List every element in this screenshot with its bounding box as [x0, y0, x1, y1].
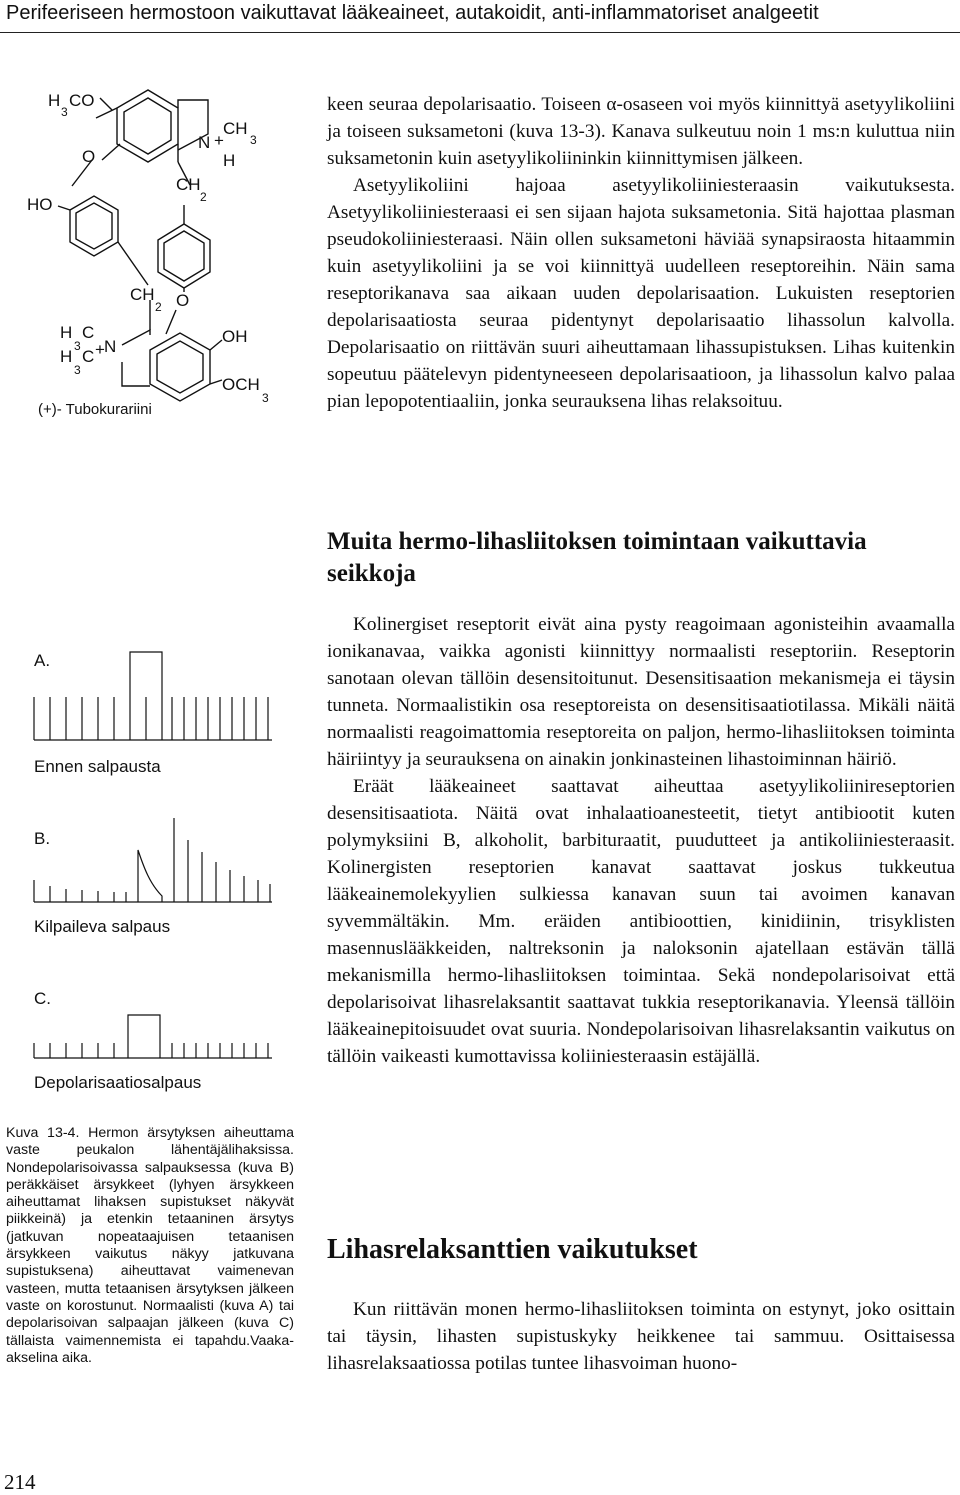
label-n-bot: N — [104, 337, 117, 356]
ring-d-inner — [164, 231, 204, 281]
panel-b-trace — [34, 818, 272, 902]
label-h3c1-3: 3 — [74, 339, 81, 353]
label-oh: OH — [222, 327, 248, 346]
label-ch3-c: CH — [223, 119, 248, 138]
label-o-mid: O — [176, 291, 190, 310]
label-h3c2-h: H — [60, 347, 73, 366]
section1-paragraph: Kolinergiset reseptorit eivät aina pysty reagoimaan agonisteihin avaamalla ionikanavaa, vaikka agonisti kiinnittyy normaalisti reseptoriin. Reseptorin sanotaan olevan tällöin desensitoitunut. Desensitisaation mekanismeja ei täysin tunneta. Normaalistikin osa reseptoreista on desensitisaatiotilassa. Mikäli näitä normaalisti reagoimattomia reseptoreita on paljon, hermo-lihasliitoksen toiminta häiriintyy ja seurauksena on ainakin jonkinasteinen lihastoiminnan häiriö. — [327, 614, 955, 770]
label-h3c1-h: H — [60, 323, 73, 342]
ring-f — [150, 333, 210, 401]
oh-bond — [210, 340, 222, 350]
label-ch2-bot-c: CH — [130, 285, 155, 304]
page-number: 214 — [4, 1470, 36, 1494]
label-o-top: O — [82, 147, 96, 166]
top-paragraph: Asetyylikoliini hajoaa asetyylikoliiniesteraasin vaikutuksesta. Asetyylikoliiniesteraasi ei sen sijaan hajota suksametonia. Sitä hajottaa plasman pseudokoliiniesteraasi. Näin ollen suksametoni häviää synapsiraosta hitaammin kuin asetyylikoliini ja se voi kiinnittyä uudelleen reseptoreihin. Näin sama reseptorikanava saa aikaan uuden depolarisaation. Lukuisten reseptorien depolarisaatiosta seuraa pidentynyt depolarisaatio lihassolun kalvolla. Depolarisaatio on riittävän suuri aiheuttamaan lihassupistuksen. Lihas kuitenkin sopeutuu päätelevyn pidentyneeseen depolarisaatioon, ja lihassolun kalvo palaa pian lepopotentiaaliin, jonka seurauksena lihas relaksoituu. — [327, 175, 955, 412]
label-ch2-top-c: CH — [176, 175, 201, 194]
section2-text — [327, 1296, 955, 1377]
och3-bond — [210, 380, 222, 384]
label-n-top: N — [198, 133, 211, 152]
ring-d — [158, 224, 210, 288]
running-header: Perifeeriseen hermostoon vaikuttavat lääkeaineet, autakoidit, anti-inflammatoriset analgeetit — [6, 2, 819, 24]
ring-f-inner — [157, 341, 203, 393]
label-h3co-3: 3 — [61, 105, 68, 119]
label-ch2-top-2: 2 — [200, 190, 207, 204]
figure-caption: Kuva 13-4. Hermon ärsytyksen aiheuttama vaste peukalon lähentäjälihaksissa. Nondepolarisoivassa salpauksessa (kuva B) peräkkäiset ärsykkeet (lyhyen ärsykkeen aiheuttamat lihaksen supistukset näkyvät piikkeinä) ja etenkin tetaaninen ärsytys (jatkuvan nopeataajuisen tetaanisen ärsykkeen vaikutus näkyy jatkuvana supistuksena) aiheuttavat vaimenevan vasteen, mutta tetaanisen ärsytyksen jälkeen vaste on korostunut. Normaalisti (kuva A) tai depolarisoivan salpaajan jälkeen (kuva C) tällaista vaimennemista ei tapahdu.Vaaka-akselina aika. — [6, 1125, 294, 1366]
twitch-figure — [34, 651, 272, 1092]
label-ch3-3: 3 — [250, 133, 257, 147]
o-top-bond — [96, 108, 117, 118]
ring-e-top — [122, 330, 150, 345]
label-h3c2-c: C — [82, 347, 95, 366]
section2-paragraph: Kun riittävän monen hermo-lihasliitoksen toiminta on estynyt, joko osittain tai täysin, lihasten supistuskyky heikkenee tai sammuu. Osittaisessa lihasrelaksaatiossa potilas tuntee lihasvoiman huono- — [327, 1299, 955, 1374]
panel-c-letter: C. — [34, 989, 51, 1008]
h3co-bond — [100, 98, 112, 110]
label-ho: HO — [27, 195, 53, 214]
molecule-name: (+)- Tubokurariini — [38, 401, 152, 418]
ring-a — [117, 90, 178, 162]
section-heading-lihasrelaksantit: Lihasrelaksanttien vaikutukset — [327, 1234, 698, 1265]
section1-paragraph: Eräät lääkeaineet saattavat aiheuttaa asetyylikoliinireseptorien desensitisaatiota. Näitä ovat inhalaatioanesteetit, tietyt antibiootit kuten polymyksiini B, alkoholit, barbituraatit, puudutteet ja antikoliiniesteraasit. Kolinergisten reseptorien kanavat saattavat joskus tukkeutua lääkeainemolekyylien sulkiessa kanavan suun tai avoimen kanavan syvemmältäkin. Mm. eräiden antibioottien, kinidiinin, trisyklisten masennuslääkkeiden, naltreksonin ja naloksonin ajatellaan estävän tällä mekanismilla hermo-lihasliitoksen toimintaa. Sekä nondepolarisoivat että depolarisoivat lihasrelaksantit saattavat tukkia reseptorikanavia. Yleensä tällöin lääkeainepitoisuudet ovat suuria. Nondepolarisoivan lihasrelaksantin vaikutus on tällöin vaikeasti kumottavissa koliiniesteraasin estäjällä. — [327, 776, 955, 1067]
panel-a-label: Ennen salpausta — [34, 757, 161, 776]
o-mid-bond — [166, 310, 176, 334]
label-plus-top: + — [214, 131, 224, 150]
ring-a-inner — [124, 98, 171, 154]
section-heading-muita: Muita hermo-lihasliitoksen toimintaan vaikuttavia seikkoja — [327, 528, 867, 587]
label-h3co-co: CO — [69, 91, 95, 110]
label-h-top: H — [223, 151, 236, 170]
ring-e-left — [122, 362, 150, 386]
label-och3-och: OCH — [222, 375, 260, 394]
ring-c-ch2-bond — [118, 242, 148, 285]
label-och3-3: 3 — [262, 391, 269, 405]
top-column-text — [327, 91, 955, 415]
label-h3c2-3: 3 — [74, 363, 81, 377]
tubocurarine-labels — [27, 91, 269, 418]
label-ch2-bot-2: 2 — [155, 300, 162, 314]
ring-c — [70, 196, 118, 256]
label-h3co-h: H — [48, 91, 61, 110]
panel-c-trace — [34, 1015, 272, 1058]
panel-a-trace — [34, 652, 272, 740]
panel-b-letter: B. — [34, 829, 51, 848]
ho-bond — [58, 206, 70, 210]
o-top-bond-3 — [102, 144, 120, 160]
label-plus-bot: + — [95, 340, 105, 359]
label-h3c1-c: C — [82, 323, 95, 342]
panel-a-letter: A. — [34, 651, 51, 670]
panel-b-label: Kilpaileva salpaus — [34, 917, 171, 936]
top-paragraph: keen seuraa depolarisaatio. Toiseen α-osaseen voi myös kiinnittyä asetyylikoliini ja toiseen suksametoni (kuva 13-3). Kanava sulkeutuu noin 1 ms:n kuluttua niin suksametonin kuin asetyylikoliininkin kiinnittymisen jälkeen. — [327, 94, 955, 169]
section1-text — [327, 611, 955, 1070]
panel-c-label: Depolarisaatiosalpaus — [34, 1073, 202, 1092]
ring-c-inner — [76, 203, 112, 249]
